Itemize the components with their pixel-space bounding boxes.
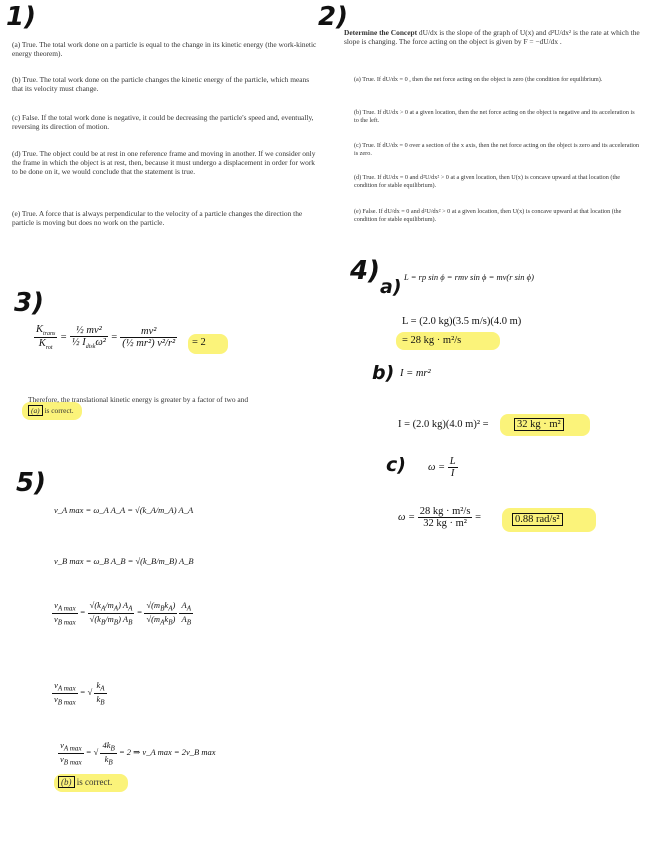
- label-q2: 2): [318, 2, 348, 32]
- label-q4c: c): [386, 454, 406, 476]
- q4a-equation: L = rp sin ϕ = rmv sin ϕ = mv(r sin ϕ): [404, 272, 534, 282]
- q1-answer-b: (b) True. The total work done on the particle changes the kinetic energy of the particle, which means that its velocity must change.: [12, 75, 310, 94]
- q2-answer-b: (b) True. If dU/dx > 0 at a given location, then the net force acting on the object is negative and its acceleration is to the left.: [354, 109, 635, 125]
- q1-answer-d: (d) True. The object could be at rest in one reference frame and moving in another. If we consider only the frame in which the object is at rest, then, because it must undergo a displacement in order for work to be done on it, we would conclude that the statement is true.: [12, 149, 316, 177]
- q2-intro: [344, 28, 640, 46]
- q4a-calc: L = (2.0 kg)(3.5 m/s)(4.0 m): [402, 316, 522, 327]
- q2-answer-e: (e) False. If dU/dx = 0 and d²U/dx² > 0 at a given location, then U(x) is concave upward at that location (the condition for stable equilibrium).: [354, 208, 622, 224]
- q5-answer-line: [58, 778, 112, 787]
- q2-intro-rest: dU/dx is the slope of the graph of U(x) and d²U/dx² is the rate at which the slope is changing. The force acting on the object is given by F = −dU/dx .: [344, 28, 640, 47]
- label-q4a: a): [380, 276, 402, 298]
- q4c-result: 0.88 rad/s²: [512, 513, 563, 526]
- label-q4b: b): [372, 362, 395, 384]
- q3-answer-text: is correct.: [44, 406, 74, 415]
- q2-answer-d: (d) True. If dU/dx = 0 and d²U/dx² > 0 at a given location, then U(x) is concave upward at that location (the condition for stable equilibrium).: [354, 174, 621, 190]
- q5-eq5: $\frac{v_{A max}}{v_{B max}}$ = √ $\frac{4k_B}{k_B}$ = 2 ⇒ v_A max = 2v_B max: [60, 740, 216, 767]
- q4a-result: = 28 kg · m²/s: [402, 335, 462, 346]
- q4c-eq-den: I: [450, 468, 455, 479]
- q5-answer-box: (b): [58, 776, 75, 788]
- label-q1: 1): [6, 2, 36, 32]
- q2-answer-c: (c) True. If dU/dx = 0 over a section of the x axis, then the net force acting on the object is zero and its acceleration is zero.: [354, 142, 640, 158]
- q4b-result: 32 kg · m²: [514, 418, 564, 431]
- q1-answer-e: (e) True. A force that is always perpendicular to the velocity of a particle changes the direction the particle is moving but does no work on the particle.: [12, 209, 303, 228]
- label-q3: 3): [14, 288, 44, 318]
- q3-ratio-equation: $\frac{K_{trans}}{K_{rot}}$ = $\frac{\text{½ mv²}}{\frac{1}{2} I_{disk}\omega^2}$ = $\frac{\text{mv²}}{\text{(½ mr²) v²/r²}}$: [36, 324, 176, 352]
- q5-eq3: $\frac{v_{A max}}{v_{B max}}$ = $\frac{√(k_A/m_A) A_A}{√(k_B/m_B) A_B}$ = $\frac{√(m_Bk_A)}{√(m_Ak_B)}$ $\frac{A_A}{A_B}$: [54, 600, 192, 627]
- q4c-calc-lhs: ω =: [398, 511, 416, 523]
- q5-eq5-tail: = 2 ⇒ v_A max = 2v_B max: [118, 747, 216, 758]
- label-q5: 5): [16, 468, 46, 498]
- q1-answer-a: (a) True. The total work done on a particle is equal to the change in its kinetic energy (the work-kinetic energy theorem).: [12, 40, 317, 59]
- q3-conclusion: Therefore, the translational kinetic energy is greater by a factor of two and: [28, 395, 249, 404]
- q4b-calc: I = (2.0 kg)(4.0 m)² =: [398, 419, 489, 430]
- q4b-equation: I = mr²: [400, 368, 431, 379]
- q2-intro-bold: Determine the Concept: [344, 28, 418, 37]
- q3-answer-box: (a): [28, 405, 43, 416]
- q5-eq4: $\frac{v_{A max}}{v_{B max}}$ = √ $\frac{k_A}{k_B}$: [54, 680, 105, 707]
- q4c-eq-lhs: ω =: [428, 461, 446, 473]
- q5-eq2: v_B max = ω_B A_B = √(k_B/m_B) A_B: [54, 556, 194, 566]
- q4c-eq-num: L: [449, 456, 456, 467]
- q4c-calc-num: 28 kg · m²/s: [419, 506, 471, 517]
- q1-answer-c: (c) False. If the total work done is negative, it could be decreasing the particle's speed and, eventually, reversing its direction of motion.: [12, 113, 314, 132]
- q4c-calc-den: 32 kg · m²: [423, 518, 467, 529]
- q3-result: = 2: [192, 337, 206, 348]
- q5-answer-text: is correct.: [76, 777, 113, 787]
- label-q4: 4): [350, 256, 380, 286]
- q3-answer-line: [28, 406, 74, 415]
- q5-eq1: v_A max = ω_A A_A = √(k_A/m_A) A_A: [54, 505, 194, 515]
- q4c-equation: [428, 456, 458, 479]
- q4c-calc: ω = $\frac{\text{28 kg · m²/s}}{\text{32 kg · m²}}$ =: [398, 506, 481, 529]
- q2-answer-a: (a) True. If dU/dx = 0 , then the net force acting on the object is zero (the condition for equilibrium).: [354, 76, 603, 83]
